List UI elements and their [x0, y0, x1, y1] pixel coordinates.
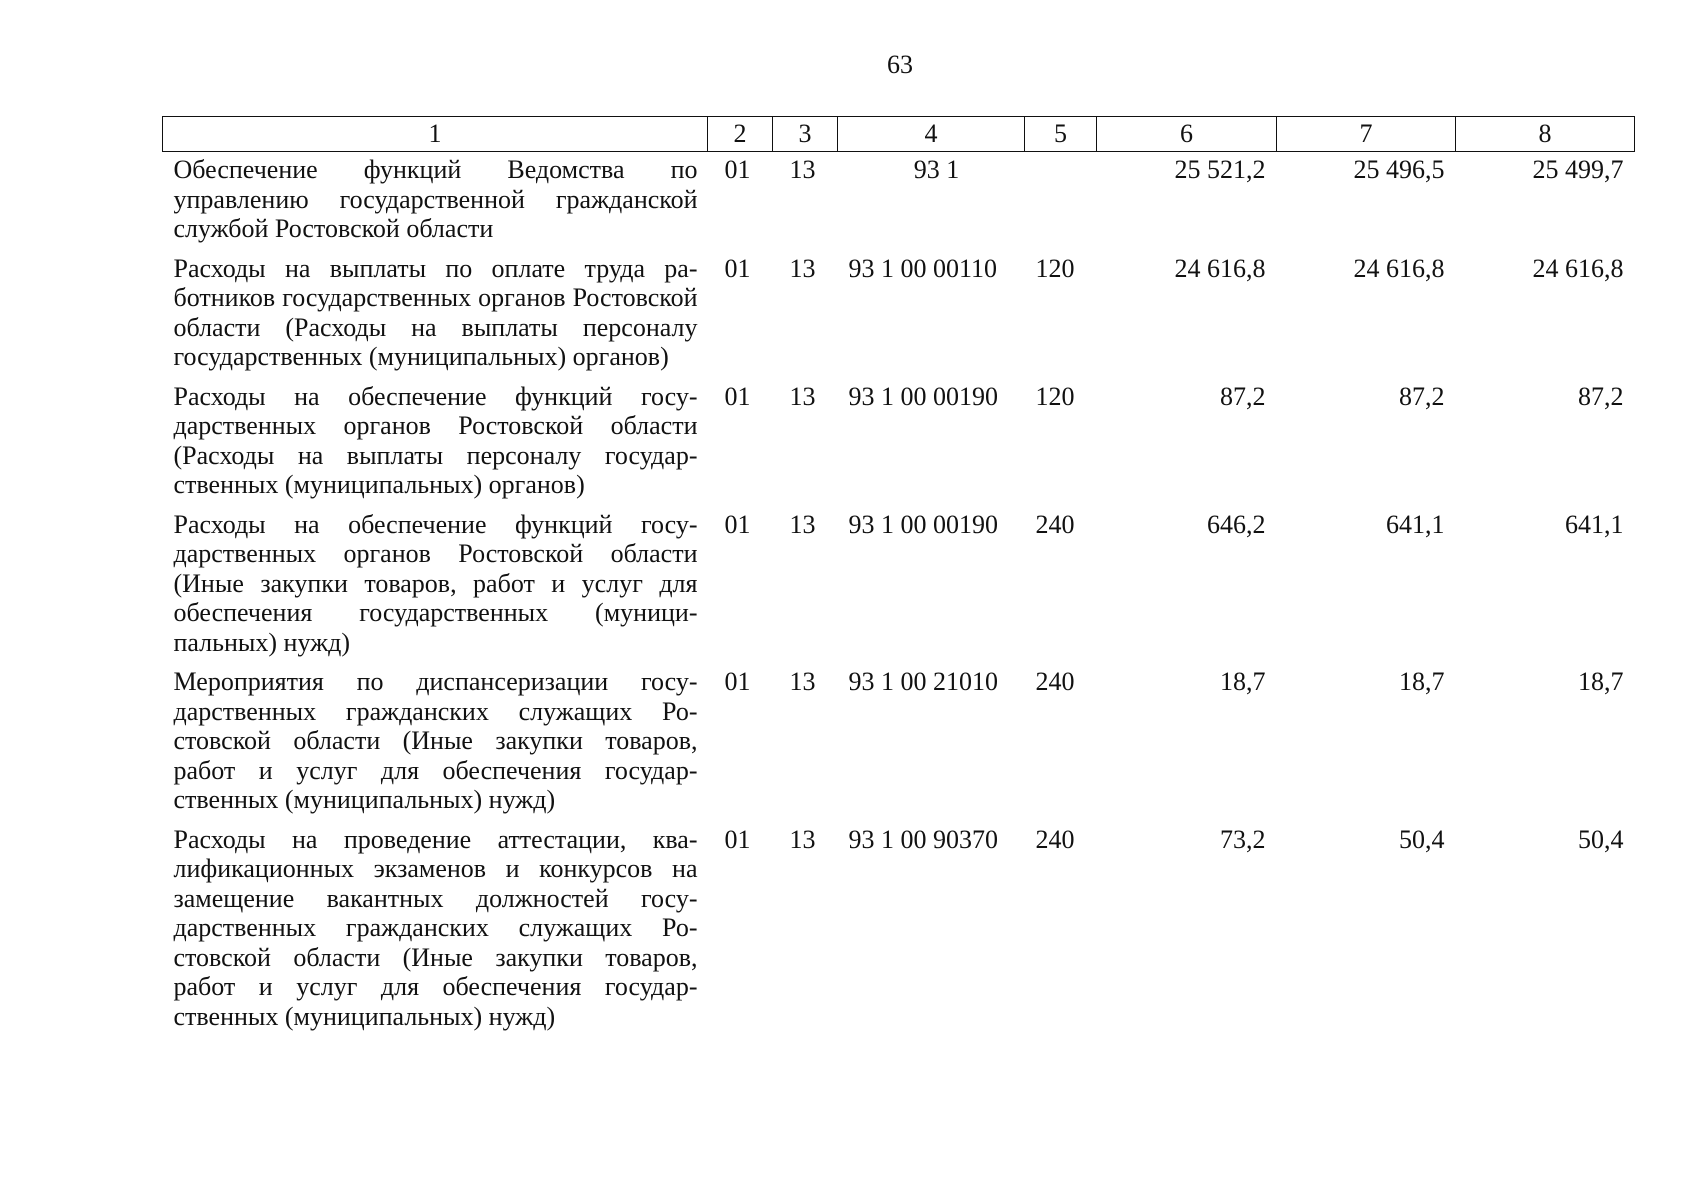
row-amount-year-1: 18,7 [1220, 667, 1266, 696]
row-description: Мероприятия по диспансеризации государственных гражданских служащих Ростовской области (Иные закупки товаров, работ и услуг для обеспечения государственных (муниципальных) нужд) [173, 667, 698, 814]
row-amount-year-3: 50,4 [1578, 824, 1624, 854]
table-row [163, 510, 1635, 668]
row-description: Расходы на выплаты по оплате труда работников государственных органов Ростовской области (Расходы на выплаты персоналу государственных (муниципальных) органов) [173, 253, 698, 371]
row-description: Расходы на обеспечение функций государственных органов Ростовской области (Иные закупки товаров, работ и услуг для обеспечения государственных (муниципальных) нужд) [173, 509, 698, 657]
column-header-2: 2 [708, 117, 773, 152]
row-amount-year-3: 87,2 [1578, 381, 1624, 411]
row-target-article: 93 1 00 00190 [848, 509, 998, 539]
header-row [163, 117, 1635, 152]
column-header-6: 6 [1097, 117, 1277, 152]
row-expense-type: 120 [1035, 381, 1075, 411]
row-description: Расходы на проведение аттестации, квалификационных экзаменов и конкурсов на замещение вакантных должностей государственных гражданских служащих Ростовской области (Иные закупки товаров, работ и услуг для обеспечения государственных (муниципальных) нужд) [173, 824, 698, 1031]
row-amount-year-1: 646,2 [1207, 509, 1266, 539]
row-amount-year-1: 24 616,8 [1174, 253, 1266, 283]
row-target-article: 93 1 00 21010 [848, 667, 998, 696]
row-amount-year-2: 18,7 [1399, 667, 1445, 696]
row-expense-type: 120 [1035, 253, 1075, 283]
row-subsection-code: 13 [789, 667, 816, 696]
column-header-4: 4 [838, 117, 1025, 152]
row-section-code: 01 [724, 824, 751, 854]
row-section-code: 01 [724, 381, 751, 411]
column-header-5: 5 [1025, 117, 1097, 152]
column-header-1: 1 [163, 117, 708, 152]
row-expense-type: 240 [1035, 509, 1075, 539]
row-amount-year-2: 24 616,8 [1353, 253, 1445, 283]
budget-table [162, 116, 1635, 1041]
row-target-article: 93 1 [913, 155, 960, 184]
page-number: 63 [887, 50, 913, 79]
table-row [163, 254, 1635, 382]
row-expense-type: 240 [1035, 824, 1075, 854]
row-amount-year-2: 25 496,5 [1353, 155, 1445, 184]
row-target-article: 93 1 00 90370 [848, 824, 998, 854]
row-amount-year-1: 25 521,2 [1174, 155, 1266, 184]
row-amount-year-3: 24 616,8 [1532, 253, 1624, 283]
column-header-8: 8 [1456, 117, 1635, 152]
row-amount-year-2: 87,2 [1399, 381, 1445, 411]
row-amount-year-3: 641,1 [1565, 509, 1624, 539]
table-row [163, 667, 1635, 825]
row-section-code: 01 [724, 253, 751, 283]
row-amount-year-2: 50,4 [1399, 824, 1445, 854]
row-amount-year-2: 641,1 [1386, 509, 1445, 539]
row-description: Обеспечение функций Ведомства по управлению государственной гражданской службой Ростовской области [173, 155, 698, 243]
column-header-7: 7 [1277, 117, 1456, 152]
row-section-code: 01 [724, 155, 751, 184]
row-amount-year-1: 73,2 [1220, 824, 1266, 854]
row-description: Расходы на обеспечение функций государственных органов Ростовской области (Расходы на выплаты персоналу государственных (муниципальных) органов) [173, 381, 698, 499]
row-section-code: 01 [724, 509, 751, 539]
table-row [163, 152, 1635, 254]
row-target-article: 93 1 00 00190 [848, 381, 998, 411]
row-subsection-code: 13 [789, 509, 816, 539]
row-subsection-code: 13 [789, 155, 816, 184]
row-target-article: 93 1 00 00110 [848, 253, 998, 283]
row-expense-type [1025, 152, 1097, 254]
row-subsection-code: 13 [789, 253, 816, 283]
row-amount-year-1: 87,2 [1220, 381, 1266, 411]
row-subsection-code: 13 [789, 381, 816, 411]
row-amount-year-3: 25 499,7 [1532, 155, 1624, 184]
row-expense-type: 240 [1035, 667, 1075, 696]
column-header-3: 3 [773, 117, 838, 152]
table-row [163, 382, 1635, 510]
row-subsection-code: 13 [789, 824, 816, 854]
row-section-code: 01 [724, 667, 751, 696]
row-amount-year-3: 18,7 [1578, 667, 1624, 696]
table-row [163, 825, 1635, 1042]
